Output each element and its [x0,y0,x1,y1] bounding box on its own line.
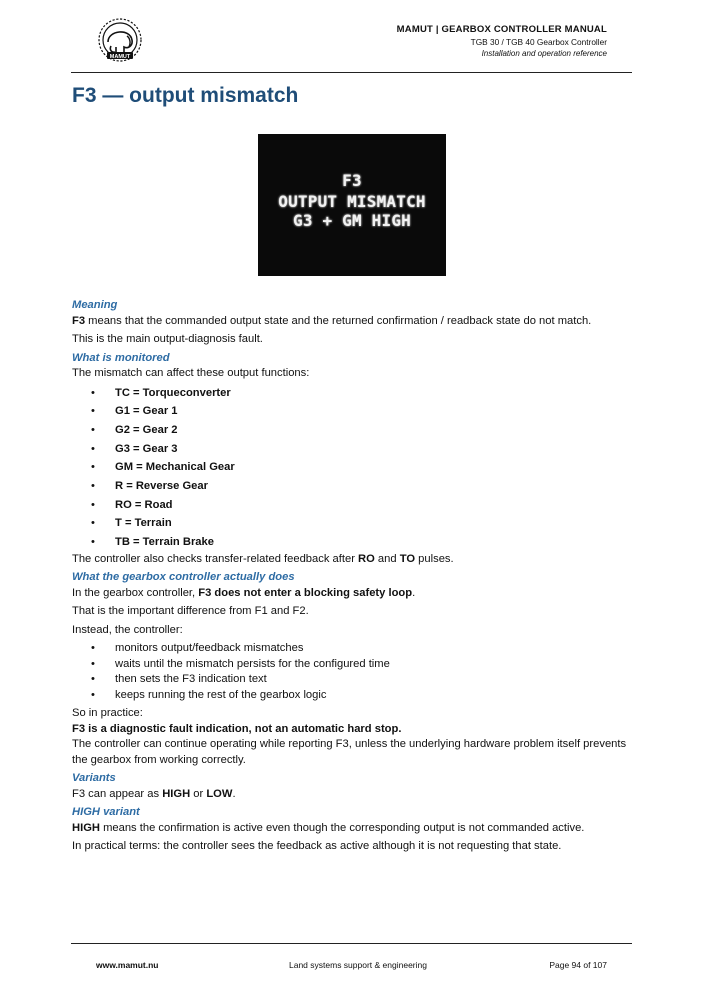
list-item: • G3 = Gear 3 [72,440,632,459]
header-note: Installation and operation reference [481,49,607,58]
section-heading-high-variant: HIGH variant [72,806,140,819]
section-heading-behaviour: What the gearbox controller actually does [72,571,295,584]
display-screenshot [258,134,446,276]
mamut-logo [94,16,146,64]
list-item: • R = Reverse Gear [72,477,632,496]
meaning-note: This is the main output-diagnosis fault. [72,333,263,345]
footer-center-text: Land systems support & engineering [289,960,427,970]
controller-actions-list [72,641,632,703]
display-line-3: G3 + GM HIGH [293,211,411,230]
list-item: • keeps running the rest of the gearbox logic [72,688,632,704]
list-item: • then sets the F3 indication text [72,672,632,688]
practice-detail: The controller can continue operating while reporting F3, unless the underlying hardware problem itself prevents the gearbox from working correctly. [72,738,627,766]
page-header [397,24,607,60]
footer-website: www.mamut.nu [96,960,159,970]
list-item: • RO = Road [72,496,632,515]
variants-paragraph: F3 can appear as HIGH or LOW. [72,787,236,800]
meaning-paragraph: F3 means that the commanded output state and the returned confirmation / readback state do not match. [72,314,592,327]
footer-page-number: Page 94 of 107 [549,960,607,970]
section-heading-meaning: Meaning [72,299,118,311]
header-divider [71,72,632,73]
practice-intro: So in practice: [72,707,143,720]
behaviour-paragraph: In the gearbox controller, F3 does not enter a blocking safety loop. [72,586,416,599]
list-item: • G1 = Gear 1 [72,402,632,421]
header-subtitle: TGB 30 / TGB 40 Gearbox Controller [470,37,607,47]
page-content [72,298,632,855]
display-line-2: OUTPUT MISMATCH [278,192,426,211]
instead-intro: Instead, the controller: [72,623,183,636]
header-title: MAMUT | GEARBOX CONTROLLER MANUAL [396,24,607,35]
footer-divider [71,943,632,944]
list-item: • monitors output/feedback mismatches [72,641,632,657]
output-function-list [72,384,632,552]
display-line-1: F3 [342,171,362,190]
list-item: • T = Terrain [72,514,632,533]
list-item: • waits until the mismatch persists for the configured time [72,657,632,673]
high-variant-paragraph: HIGH means the confirmation is active even though the corresponding output is not commanded active. [72,821,585,834]
section-heading-variants: Variants [72,772,116,785]
high-variant-practical: In practical terms: the controller sees the feedback as active although it is not requesting that state. [72,840,562,853]
list-item: • GM = Mechanical Gear [72,458,632,477]
transfer-feedback-note: The controller also checks transfer-related feedback after RO and TO pulses. [72,552,454,565]
list-item: • TC = Torqueconverter [72,384,632,403]
list-item: • TB = Terrain Brake [72,533,632,552]
monitored-intro: The mismatch can affect these output functions: [72,367,310,379]
practice-statement: F3 is a diagnostic fault indication, not an automatic hard stop. [72,722,402,735]
section-heading-monitored: What is monitored [72,351,170,364]
list-item: • G2 = Gear 2 [72,421,632,440]
page-title: F3 — output mismatch [72,84,299,107]
logo-text: MAMUT [109,53,131,60]
difference-note: That is the important difference from F1 and F2. [72,605,309,618]
